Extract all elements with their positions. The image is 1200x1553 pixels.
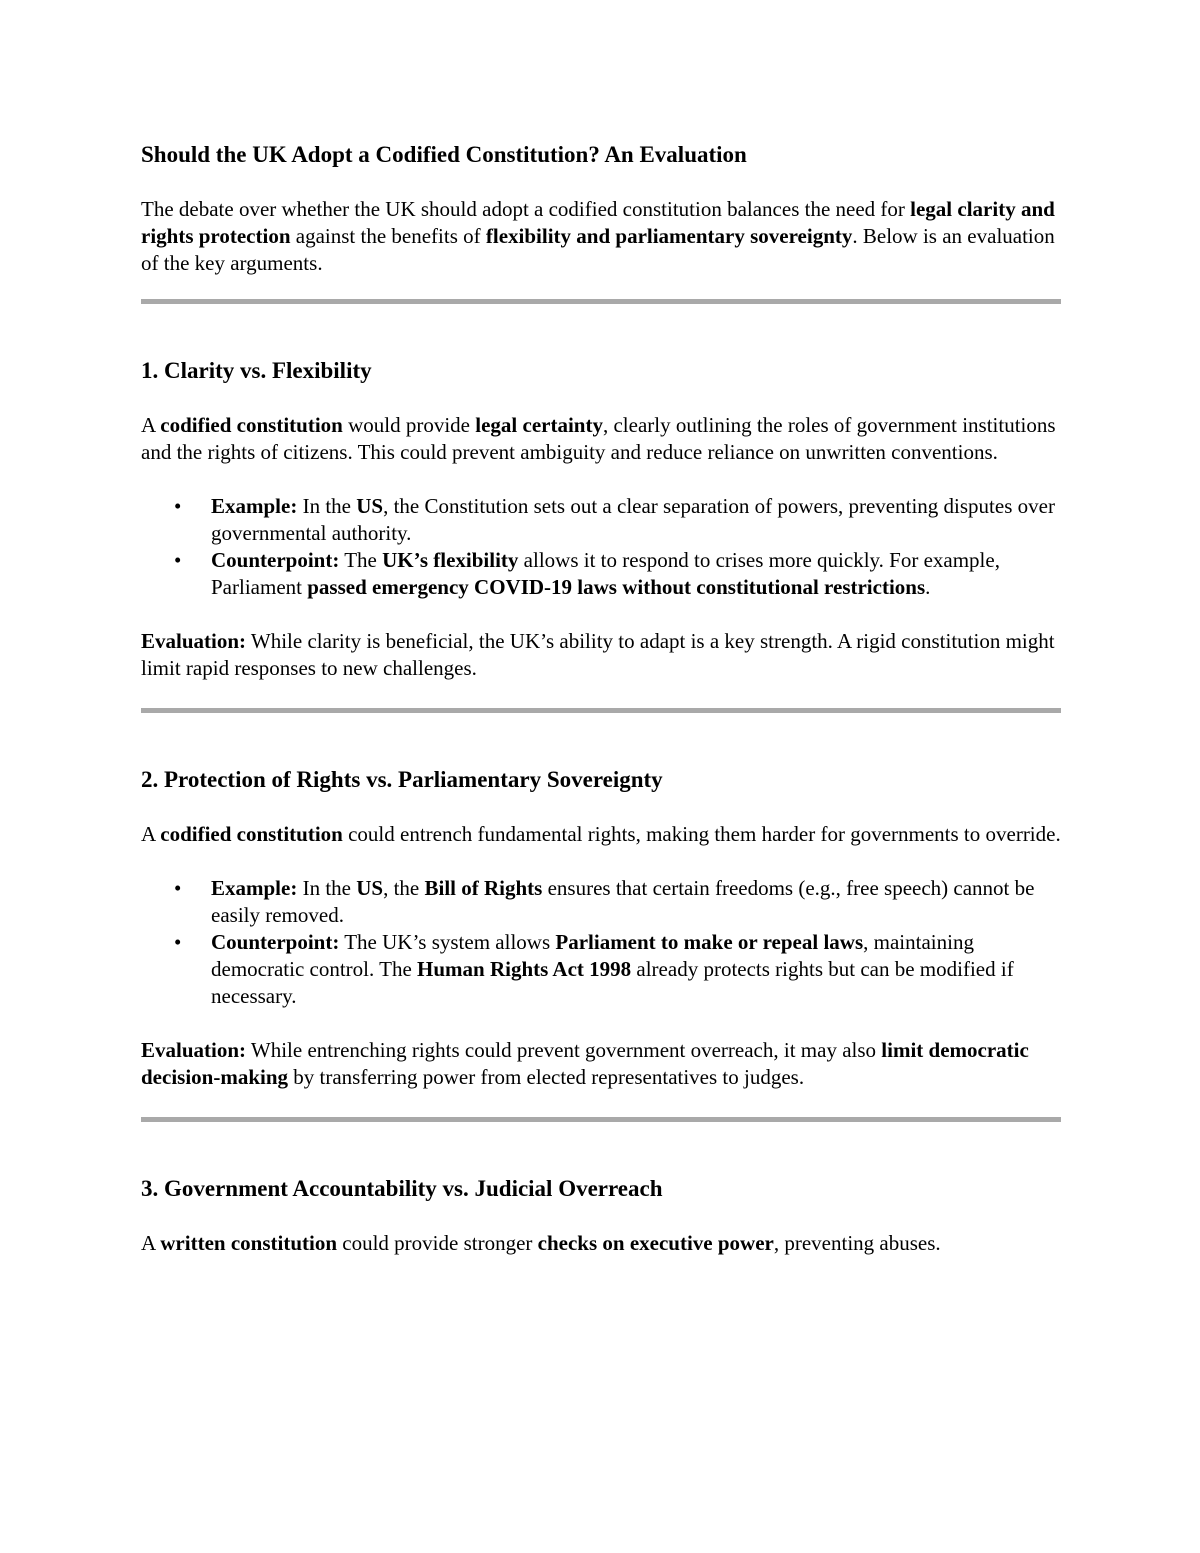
evaluation-paragraph: Evaluation: While entrenching rights could prevent government overreach, it may also limit democratic decision-making by transferring power from elected representatives to judges. <box>141 1038 1029 1089</box>
bullet-icon: • <box>174 876 182 900</box>
bold-text: US <box>356 494 384 518</box>
bullet-item-counterpoint <box>141 547 1061 601</box>
section-heading: 2. Protection of Rights vs. Parliamentary Sovereignty <box>141 767 663 792</box>
section-body: A codified constitution would provide legal certainty, clearly outlining the roles of government institutions and the rights of citizens. This could prevent ambiguity and reduce reliance on unwritten conventions. <box>141 413 1056 464</box>
section-heading: 1. Clarity vs. Flexibility <box>141 358 372 383</box>
bold-text: Counterpoint: <box>211 930 340 954</box>
bold-text: Human Rights Act 1998 <box>417 957 632 981</box>
intro-paragraph: The debate over whether the UK should adopt a codified constitution balances the need for legal clarity and rights protection against the benefits of flexibility and parliamentary sovereignty. Below is an evaluation of the key arguments. <box>141 197 1055 275</box>
bullet-text: Example: In the US, the Constitution sets out a clear separation of powers, preventing disputes over governmental authority. <box>211 494 1055 545</box>
bold-text: UK’s flexibility <box>382 548 519 572</box>
bullet-item-counterpoint <box>141 929 1061 1010</box>
bullet-item-example <box>141 493 1061 547</box>
bold-text: codified constitution <box>160 413 343 437</box>
document-title: Should the UK Adopt a Codified Constitution? An Evaluation <box>141 142 747 167</box>
bullet-text: Counterpoint: The UK’s system allows Parliament to make or repeal laws, maintaining democratic control. The Human Rights Act 1998 already protects rights but can be modified if necessary. <box>211 930 1014 1008</box>
bold-text: Evaluation: <box>141 629 247 653</box>
bullet-text: Example: In the US, the Bill of Rights ensures that certain freedoms (e.g., free speech) cannot be easily removed. <box>211 876 1035 927</box>
bold-text: passed emergency COVID-19 laws without constitutional restrictions <box>307 575 926 599</box>
bullet-item-example <box>141 875 1061 929</box>
bold-text: US <box>356 876 384 900</box>
section-divider <box>141 708 1061 713</box>
bold-text: limit democratic decision-making <box>141 1038 1029 1089</box>
bold-text: legal clarity and rights protection <box>141 197 1055 248</box>
section-body: A codified constitution could entrench fundamental rights, making them harder for governments to override. <box>141 822 1061 846</box>
bullet-icon: • <box>174 548 182 572</box>
bold-text: legal certainty <box>475 413 603 437</box>
evaluation-paragraph: Evaluation: While clarity is beneficial, the UK’s ability to adapt is a key strength. A rigid constitution might limit rapid responses to new challenges. <box>141 629 1055 680</box>
bold-text: checks on executive power <box>537 1231 774 1255</box>
bullet-icon: • <box>174 930 182 954</box>
section-divider <box>141 1117 1061 1122</box>
bold-text: Bill of Rights <box>424 876 543 900</box>
bullet-list <box>141 875 1061 1010</box>
section-clarity-vs-flexibility <box>141 356 1061 682</box>
bold-text: Example: <box>211 494 298 518</box>
bold-text: flexibility and parliamentary sovereignty <box>485 224 853 248</box>
section-rights-vs-sovereignty <box>141 765 1061 1091</box>
section-body: A written constitution could provide stronger checks on executive power, preventing abuses. <box>141 1231 941 1255</box>
bold-text: written constitution <box>160 1231 338 1255</box>
bold-text: codified constitution <box>160 822 343 846</box>
section-divider <box>141 299 1061 304</box>
bullet-icon: • <box>174 494 182 518</box>
section-heading: 3. Government Accountability vs. Judicial Overreach <box>141 1176 663 1201</box>
bullet-text: Counterpoint: The UK’s flexibility allows it to respond to crises more quickly. For example, Parliament passed emergency COVID-19 laws without constitutional restrictions. <box>211 548 1000 599</box>
bold-text: Parliament to make or repeal laws <box>555 930 864 954</box>
bold-text: Evaluation: <box>141 1038 247 1062</box>
bold-text: Example: <box>211 876 298 900</box>
bullet-list <box>141 493 1061 601</box>
bold-text: Counterpoint: <box>211 548 340 572</box>
section-accountability-vs-overreach <box>141 1174 1061 1257</box>
document-page <box>141 140 1061 1284</box>
